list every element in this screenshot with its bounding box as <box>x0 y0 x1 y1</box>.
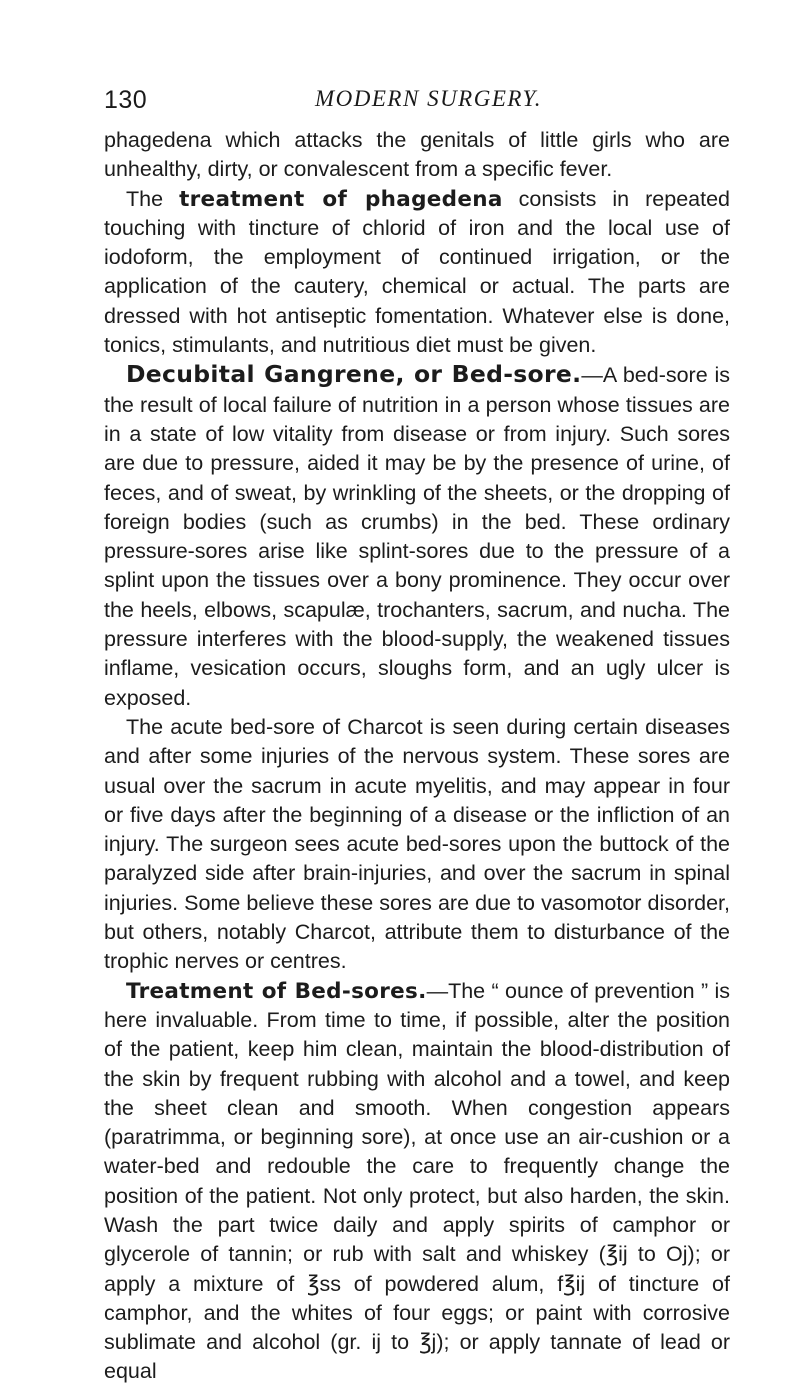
run-in-heading-bed-sore-treatment: Treatment of Bed-sores. <box>126 978 427 1004</box>
paragraph-text: —A bed-sore is the result of local failure of nutrition in a person whose tissues are in a state of low vitality from disease or from injury. Such sores are due to pressure, aided it may be by the presence of urine, of feces, and of sweat, by wrinkling of the sheets, or the dropping of foreign bodies (such as crumbs) in the bed. These ordinary pressure-sores arise like splint-sores due to the pressure of a splint upon the tissues over a bony prominence. They occur over the heels, elbows, scapulæ, trochanters, sacrum, and nucha. The pressure interferes with the blood-supply, the weakened tissues inflame, vesication occurs, sloughs form, and an ugly ulcer is exposed. <box>104 363 731 710</box>
paragraph-text: —The “ ounce of prevention ” is here invaluable. From time to time, if possible, alter the position of the patient, keep him clean, maintain the blood-distribution of the skin by frequent rubbing with alcohol and a towel, and keep the sheet clean and smooth. When congestion appears (paratrimma, or beginning sore), at once use an air-cushion or a water-bed and redouble the care to frequently change the position of the patient. Not only protect, but also harden, the skin. Wash the part twice daily and apply spirits of camphor or glycerole of tannin; or rub with salt and whiskey (℥ij to Oj); or apply a mixture of ℥ss of powdered alum, f℥ij of tincture of camphor, and the whites of four eggs; or paint with corrosive sublimate and alcohol (gr. ij to ℥j); or apply tannate of lead or equal <box>104 978 730 1384</box>
paragraph-phagedena-end: phagedena which attacks the genitals of little girls who are unhealthy, dirty, or convalescent from a specific fever. <box>104 128 730 182</box>
paragraph-phagedena-treatment <box>104 185 730 361</box>
running-title: MODERN SURGERY. <box>315 86 542 111</box>
paragraph-bed-sore-treatment <box>104 977 730 1387</box>
paragraph-bed-sore <box>104 360 730 713</box>
paragraph-prefix: The <box>126 186 180 211</box>
page-number: 130 <box>104 86 148 114</box>
body-text <box>104 126 730 1387</box>
running-head <box>104 86 724 122</box>
section-heading-decubital-gangrene: Decubital Gangrene, or Bed-sore. <box>126 360 582 389</box>
paragraph-acute-bed-sore: The acute bed-sore of Charcot is seen during certain diseases and after some injuries of the nervous system. These sores are usual over the sacrum in acute myelitis, and may appear in four or five days after the beginning of a disease or the infliction of an injury. The surgeon sees acute bed-sores upon the buttock of the paralyzed side after brain-injuries, and over the sacrum in spinal injuries. Some believe these sores are due to vasomotor disorder, but others, notably Charcot, attribute them to disturbance of the trophic nerves or centres. <box>104 714 730 974</box>
paragraph-text: consists in repeated touching with tincture of chlorid of iron and the local use of iodoform, the employment of continued irrigation, or the application of the cautery, chemical or actual. The parts are dressed with hot antiseptic fomentation. Whatever else is done, tonics, stimulants, and nutritious diet must be given. <box>104 186 730 358</box>
run-in-heading-phagedena-treatment: treatment of phagedena <box>179 186 503 212</box>
